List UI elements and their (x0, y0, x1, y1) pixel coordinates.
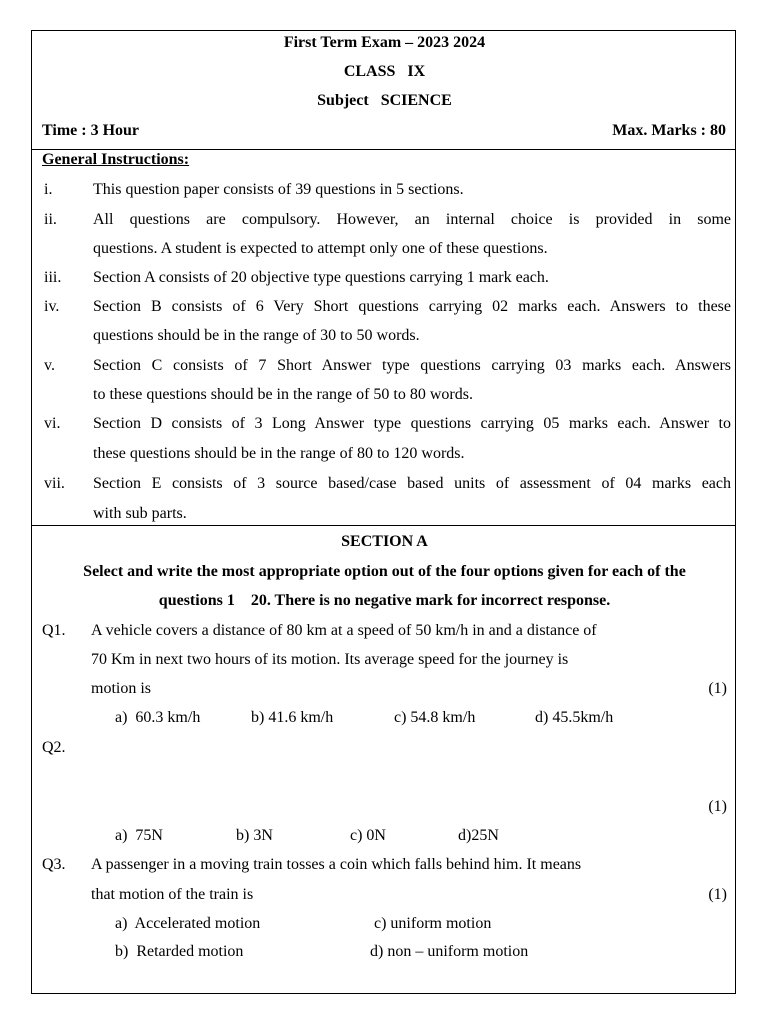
instruction-text: Section E consists of 3 source based/case based units of assessment of 04 marks each (93, 475, 731, 492)
instruction-text: to these questions should be in the range of 50 to 80 words. (93, 386, 473, 403)
instruction-text: All questions are compulsory. However, an internal choice is provided in some (93, 211, 731, 228)
instruction-number: iv. (44, 298, 60, 315)
option: a) Accelerated motion (115, 915, 261, 932)
max-marks: Max. Marks : 80 (612, 122, 726, 139)
option: b) 3N (236, 827, 273, 844)
option: a) 75N (115, 827, 163, 844)
option: c) uniform motion (374, 915, 492, 932)
question-paper-frame (31, 30, 736, 994)
subject-line (32, 92, 737, 110)
subject-value: SCIENCE (380, 92, 452, 109)
instruction-text: with sub parts. (93, 505, 187, 522)
instruction-text: This question paper consists of 39 questions in 5 sections. (93, 181, 464, 198)
class-line (32, 63, 737, 81)
section-directions: Select and write the most appropriate option out of the four options given for each of the (83, 563, 686, 580)
instruction-text: questions. A student is expected to attempt only one of these questions. (93, 240, 548, 257)
instruction-number: vi. (44, 415, 61, 432)
question-text: A passenger in a moving train tosses a coin which falls behind him. It means (91, 856, 582, 873)
option: d) non – uniform motion (370, 943, 529, 960)
instruction-text: Section B consists of 6 Very Short questions carrying 02 marks each. Answers to these (93, 298, 731, 315)
question-marks: (1) (708, 680, 727, 697)
section-directions: questions 1 20. There is no negative mark for incorrect response. (158, 592, 611, 609)
instruction-text: Section A consists of 20 objective type questions carrying 1 mark each. (93, 269, 549, 286)
option: d) 45.5km/h (535, 709, 614, 726)
subject-label: Subject (317, 92, 369, 109)
instruction-text: Section D consists of 3 Long Answer type questions carrying 05 marks each. Answer to (93, 415, 731, 432)
option: c) 54.8 km/h (394, 709, 476, 726)
question-number: Q1. (42, 622, 66, 639)
instructions-heading: General Instructions: (42, 151, 190, 168)
exam-title: First Term Exam – 2023 2024 (283, 34, 486, 51)
option: d)25N (458, 827, 499, 844)
question-marks: (1) (708, 798, 727, 815)
question-text: motion is (91, 680, 152, 697)
class-value: IX (407, 63, 426, 80)
instruction-number: vii. (44, 475, 65, 492)
class-label: CLASS (343, 63, 396, 80)
instruction-number: iii. (44, 269, 62, 286)
time-allowed: Time : 3 Hour (42, 122, 140, 139)
question-number: Q2. (42, 739, 66, 756)
instructions-divider (32, 525, 735, 526)
option: b) Retarded motion (115, 943, 244, 960)
instruction-text: questions should be in the range of 30 to 50 words. (93, 327, 420, 344)
question-text: 70 Km in next two hours of its motion. Its average speed for the journey is (91, 651, 569, 668)
question-marks: (1) (708, 886, 727, 903)
question-text: that motion of the train is (91, 886, 254, 903)
instruction-number: i. (44, 181, 53, 198)
section-title: SECTION A (341, 533, 428, 550)
instruction-text: these questions should be in the range of 80 to 120 words. (93, 445, 465, 462)
question-text: A vehicle covers a distance of 80 km at a speed of 50 km/h in and a distance of (91, 622, 597, 639)
instruction-number: ii. (44, 211, 57, 228)
option: a) 60.3 km/h (115, 709, 201, 726)
header-divider (32, 149, 735, 150)
option: c) 0N (350, 827, 386, 844)
question-number: Q3. (42, 856, 66, 873)
instruction-number: v. (44, 357, 55, 374)
instruction-text: Section C consists of 7 Short Answer type questions carrying 03 marks each. Answers (93, 357, 731, 374)
option: b) 41.6 km/h (251, 709, 334, 726)
